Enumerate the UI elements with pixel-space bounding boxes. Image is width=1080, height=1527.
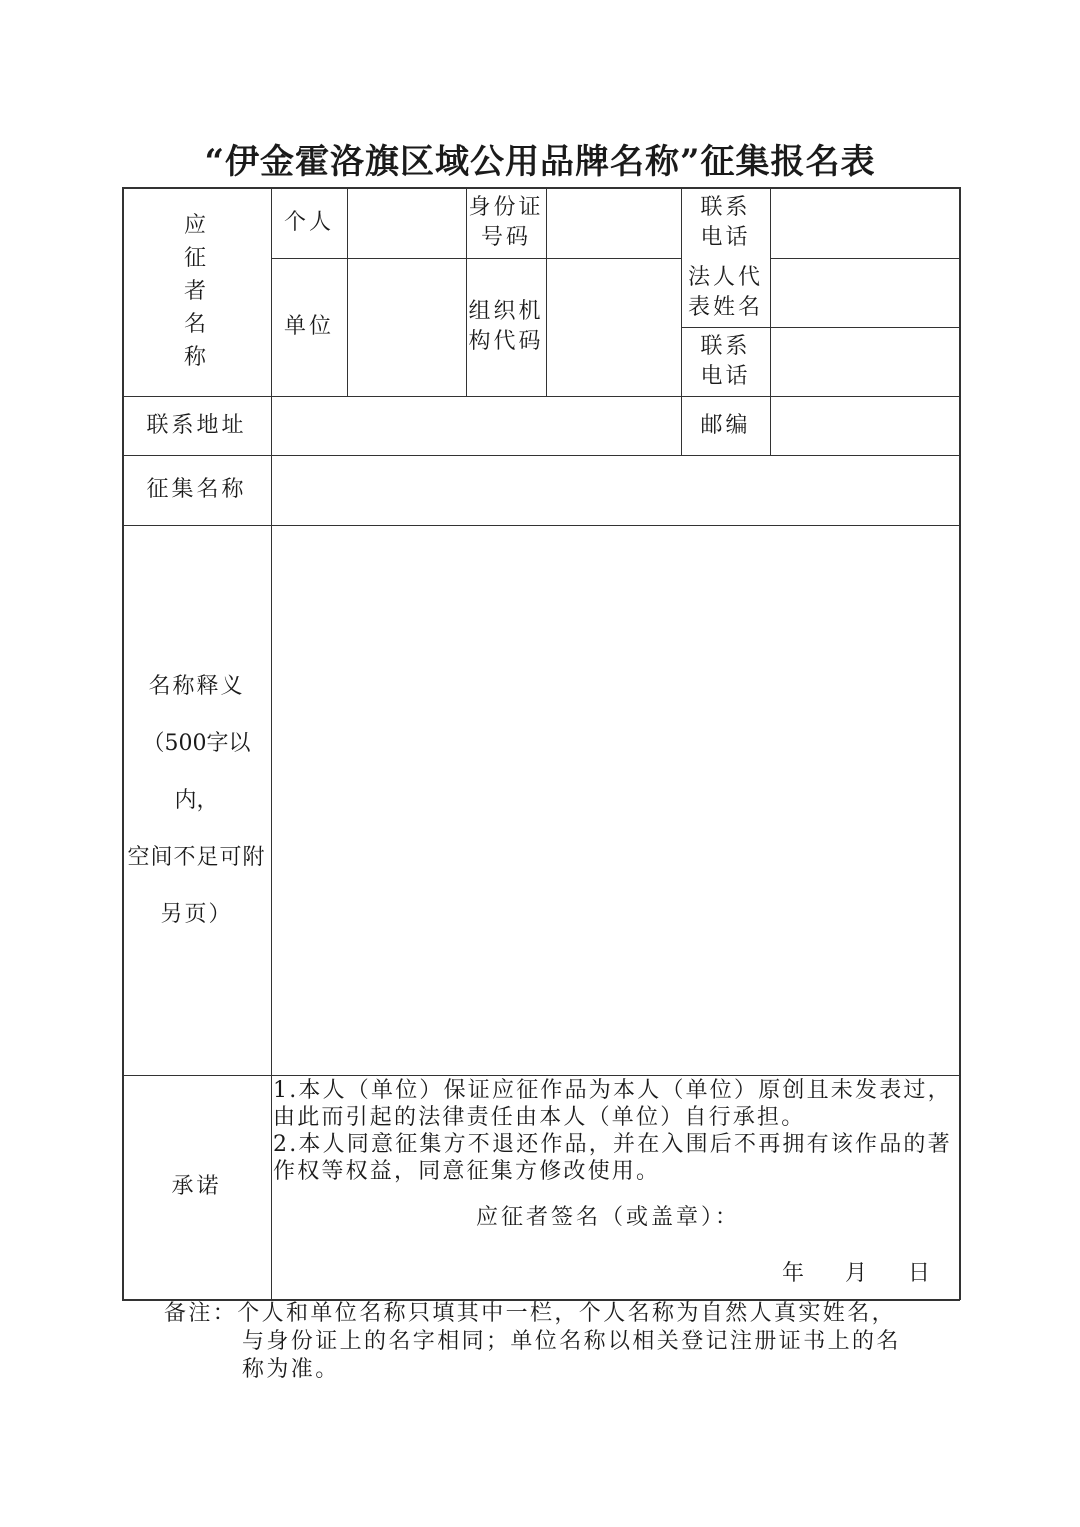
legal-rep-label: 法人代 表姓名 [687,264,763,320]
explanation-label: 名称释义 （500字以内， 空间不足可附 另页） [127,673,266,927]
individual-phone-field[interactable] [770,187,959,258]
unit-phone-label: 联系 电话 [700,333,751,389]
individual-phone-label: 联系 电话 [700,194,751,250]
individual-label: 个人 [283,209,334,235]
id-number-field[interactable] [546,187,681,258]
explanation-field[interactable] [271,525,959,1075]
date-month: 月 [845,1261,871,1286]
date-year: 年 [782,1261,808,1286]
entry-name-field[interactable] [271,455,959,525]
promise-item-1: 1.本人（单位）保证应征作品为本人（单位）原创且未发表过，由此而引起的法律责任由本人（单位）自行承担。 [273,1078,952,1130]
entry-name-label: 征集名称 [146,477,247,502]
address-label: 联系地址 [146,412,247,438]
legal-rep-field[interactable] [770,258,959,327]
unit-name-field[interactable] [347,258,466,396]
footnote-line-1: 备注：个人和单位名称只填其中一栏，个人名称为自然人真实姓名， [164,1301,897,1326]
footnote-line-2: 与身份证上的名字相同；单位名称以相关登记注册证书上的名 [242,1329,901,1354]
unit-label: 单位 [283,314,334,339]
id-number-label: 身份证 号码 [468,194,544,250]
date-day: 日 [908,1261,934,1286]
signature-label: 应征者签名（或盖章）： [476,1205,741,1230]
postcode-field[interactable] [770,396,959,455]
signature-date[interactable] [782,1256,933,1287]
footnote-line-3: 称为准。 [242,1357,340,1382]
address-field[interactable] [271,396,681,455]
unit-phone-field[interactable] [770,327,959,396]
org-code-label: 组织机 构代码 [468,299,544,354]
footnote [164,1300,934,1384]
org-code-field[interactable] [546,258,681,396]
promise-text [273,1077,961,1185]
individual-name-field[interactable] [347,187,466,258]
page-title: “伊金霍洛旗区域公用品牌名称”征集报名表 [204,142,876,182]
promise-label: 承诺 [171,1174,222,1199]
applicant-section-label: 应 征 者 名 称 [183,213,209,370]
postcode-label: 邮编 [700,412,751,438]
promise-item-2: 2.本人同意征集方不退还作品，并在入围后不再拥有该作品的著作权等权益，同意征集方修改使用。 [273,1132,952,1184]
